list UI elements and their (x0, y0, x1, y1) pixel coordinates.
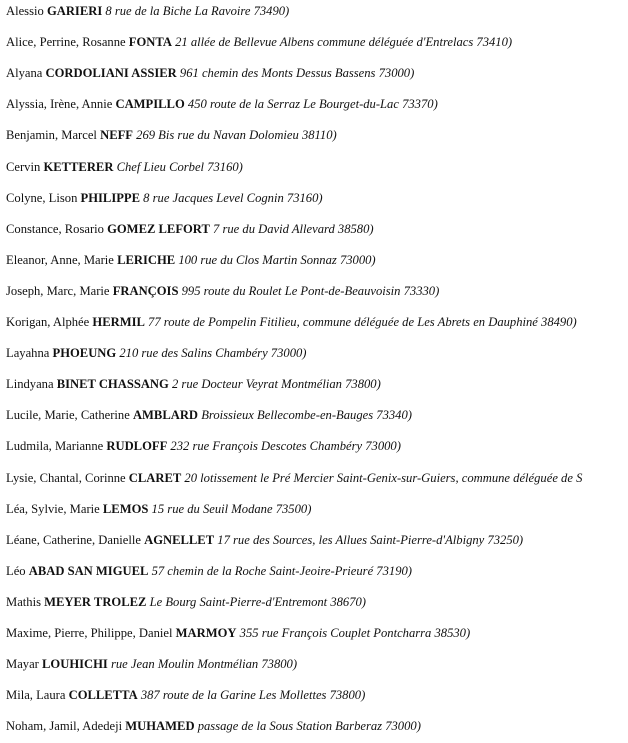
list-entry (6, 656, 297, 672)
given-names: Alice, Perrine, Rosanne (6, 35, 126, 50)
surname: HERMIL (92, 315, 145, 329)
address: 77 route de Pompelin Fitilieu, commune déléguée de Les Abrets en Dauphiné 38490) (148, 315, 577, 329)
address: 57 chemin de la Roche Saint-Jeoire-Prieuré 73190) (151, 563, 412, 578)
list-entry (6, 159, 243, 175)
list-entry (6, 718, 421, 734)
address: 2 rue Docteur Veyrat Montmélian 73800) (171, 377, 381, 392)
list-entry (6, 190, 323, 206)
surname: MARMOY (175, 626, 237, 640)
surname: NEFF (100, 128, 133, 143)
given-names: Mayar (6, 657, 39, 672)
given-names: Mila, Laura (6, 688, 66, 703)
surname: CORDOLIANI ASSIER (45, 66, 177, 81)
given-names: Eleanor, Anne, Marie (6, 252, 114, 267)
address: 7 rue du David Allevard 38580) (213, 221, 374, 236)
list-entry (6, 625, 470, 641)
given-names: Léane, Catherine, Danielle (6, 532, 141, 547)
given-names: Colyne, Lison (6, 190, 78, 205)
surname: COLLETTA (68, 688, 138, 703)
given-names: Korigan, Alphée (6, 315, 90, 329)
surname: FONTA (128, 35, 172, 50)
surname: GOMEZ LEFORT (107, 221, 210, 236)
given-names: Constance, Rosario (6, 221, 104, 236)
address: 995 route du Roulet Le Pont-de-Beauvoisin 73330) (181, 283, 440, 298)
list-entry (6, 283, 439, 299)
address: 8 rue de la Biche La Ravoire 73490) (105, 4, 290, 18)
list-entry (6, 65, 414, 81)
surname: RUDLOFF (106, 439, 168, 454)
given-names: Alessio (6, 4, 44, 18)
surname: BINET CHASSANG (56, 377, 169, 392)
surname: AGNELLET (144, 532, 215, 547)
address: 20 lotissement le Pré Mercier Saint-Genix-sur-Guiers, commune déléguée de S (184, 470, 583, 485)
address: 387 route de la Garine Les Mollettes 73800) (140, 688, 366, 703)
surname: KETTERER (43, 159, 114, 174)
list-entry (6, 594, 366, 610)
given-names: Léo (6, 563, 26, 578)
given-names: Léa, Sylvie, Marie (6, 501, 100, 516)
list-entry (6, 376, 381, 392)
address: 210 rue des Salins Chambéry 73000) (119, 346, 307, 361)
given-names: Noham, Jamil, Adedeji (6, 719, 123, 734)
surname: AMBLARD (132, 408, 199, 423)
surname: GARIERI (46, 4, 103, 18)
address: 269 Bis rue du Navan Dolomieu 38110) (136, 128, 337, 143)
given-names: Mathis (6, 594, 41, 609)
address: Broissieux Bellecombe-en-Bauges 73340) (201, 408, 412, 423)
given-names: Alyana (6, 66, 43, 81)
address: passage de la Sous Station Barberaz 73000) (197, 719, 421, 734)
list-entry (6, 407, 412, 423)
given-names: Alyssia, Irène, Annie (6, 97, 113, 112)
surname: LOUHICHI (42, 657, 108, 672)
list-entry (6, 501, 311, 517)
surname: PHOEUNG (52, 346, 117, 361)
surname: LERICHE (117, 252, 176, 267)
address: 8 rue Jacques Level Cognin 73160) (143, 190, 323, 205)
address: rue Jean Moulin Montmélian 73800) (110, 657, 298, 672)
address: 355 rue François Couplet Pontcharra 38530) (239, 626, 471, 640)
given-names: Layahna (6, 346, 50, 361)
address: 961 chemin des Monts Dessus Bassens 73000) (179, 66, 415, 81)
list-entry (6, 96, 438, 112)
address: 21 allée de Bellevue Albens commune déléguée d'Entrelacs 73410) (175, 35, 513, 50)
surname: FRANÇOIS (112, 283, 179, 298)
given-names: Cervin (6, 159, 41, 174)
given-names: Lucile, Marie, Catherine (6, 408, 130, 423)
list-entry (6, 3, 289, 19)
surname: CAMPILLO (115, 97, 185, 112)
list-entry (6, 687, 365, 703)
address: 17 rue des Sources, les Allues Saint-Pierre-d'Albigny 73250) (217, 532, 524, 547)
list-entry (6, 438, 401, 454)
given-names: Benjamin, Marcel (6, 128, 97, 143)
given-names: Ludmila, Marianne (6, 439, 104, 454)
address: 450 route de la Serraz Le Bourget-du-Lac 73370) (187, 97, 438, 112)
list-entry (6, 345, 307, 361)
list-entry (6, 470, 582, 486)
given-names: Lindyana (6, 377, 54, 392)
address: Le Bourg Saint-Pierre-d'Entremont 38670) (149, 594, 366, 609)
address: 15 rue du Seuil Modane 73500) (151, 501, 312, 516)
surname: PHILIPPE (80, 190, 141, 205)
surname: ABAD SAN MIGUEL (28, 563, 149, 578)
given-names: Lysie, Chantal, Corinne (6, 470, 126, 485)
list-entry (6, 127, 337, 143)
given-names: Joseph, Marc, Marie (6, 283, 110, 298)
surname: MEYER TROLEZ (44, 594, 147, 609)
name-list-document (6, 0, 628, 743)
address: 232 rue François Descotes Chambéry 73000) (170, 439, 401, 454)
surname: MUHAMED (125, 719, 195, 734)
list-entry (6, 563, 412, 579)
list-entry (6, 221, 374, 237)
given-names: Maxime, Pierre, Philippe, Daniel (6, 626, 173, 640)
list-entry (6, 252, 376, 268)
surname: CLARET (128, 470, 182, 485)
list-entry (6, 532, 523, 548)
address: Chef Lieu Corbel 73160) (116, 159, 243, 174)
address: 100 rue du Clos Martin Sonnaz 73000) (178, 252, 376, 267)
list-entry (6, 314, 577, 330)
surname: LEMOS (102, 501, 149, 516)
list-entry (6, 34, 512, 50)
